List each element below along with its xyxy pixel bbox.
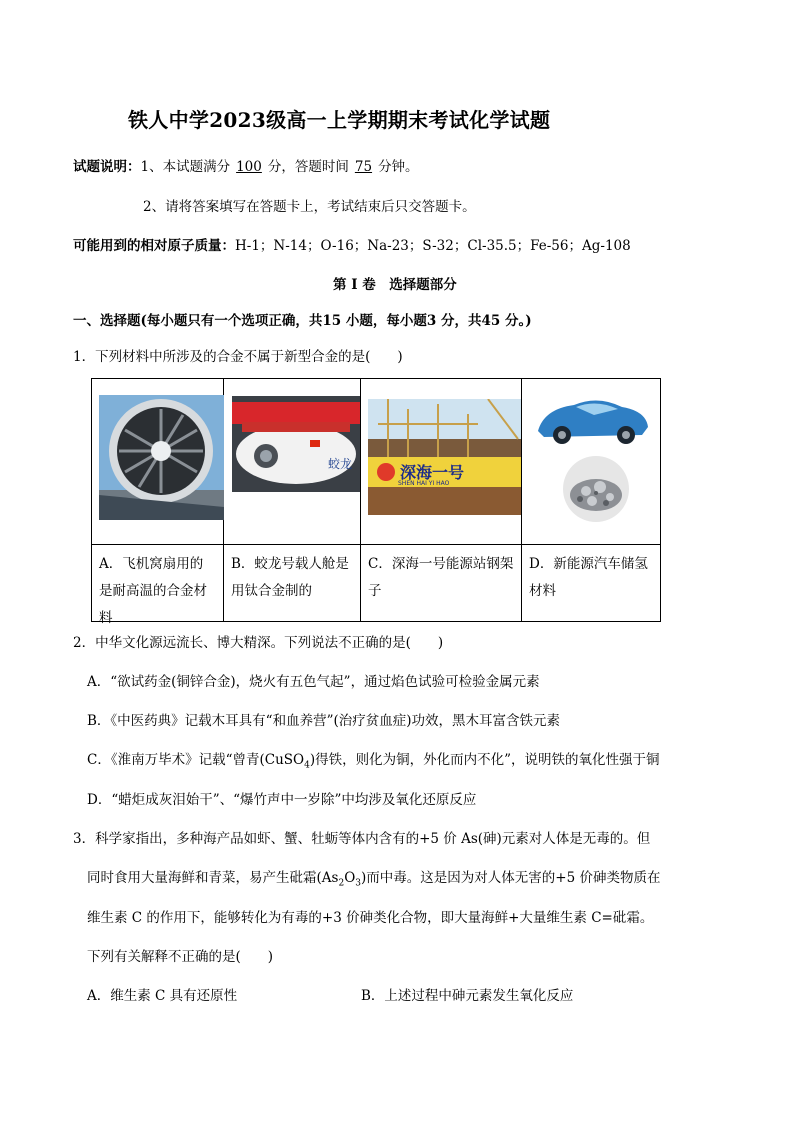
- q3-stem-line-1: 3．科学家指出，多种海产品如虾、蟹、牡蛎等体内含有的+5 价 As(砷)元素对人体是无毒的。但: [73, 831, 651, 847]
- q3-stem-line-3: 维生素 C 的作用下，能够转化为有毒的+3 价砷类化合物，即大量海鲜+大量维生素 C=砒霜。: [87, 910, 654, 926]
- q1-option-d-image-cell: [522, 379, 661, 545]
- q1-option-d-caption: D．新能源汽车储氢材料: [529, 556, 648, 599]
- q3-option-b: B．上述过程中砷元素发生氧化反应: [361, 988, 574, 1004]
- concept-car-photo: [534, 391, 652, 447]
- platform-photo: [368, 399, 521, 515]
- q2-option-c-text-2: )得铁，则化为铜，外化而内不化”，说明铁的氧化性强于铜: [309, 752, 660, 768]
- q1-option-b: [224, 545, 361, 622]
- q3-line-2-text-2: O: [344, 870, 356, 886]
- q3-line-2-subscript-1: 2: [338, 878, 345, 889]
- q1-option-b-caption: B．蛟龙号载人舱是用钛合金制的: [231, 556, 349, 599]
- q1-option-a-image-cell: [92, 379, 224, 545]
- instructions-line-1: [73, 155, 419, 175]
- q1-option-c-image-cell: [361, 379, 522, 545]
- submersible-name: 蛟龙: [328, 457, 353, 471]
- submersible-photo: [232, 396, 360, 492]
- q1-option-c: [361, 545, 522, 622]
- q2-option-a: A．“欲试药金(铜锌合金)，烧火有五色气起”，通过焰色试验可检验金属元素: [87, 674, 540, 690]
- part-heading: 一、选择题(每小题只有一个选项正确，共15 小题，每小题3 分，共45 分。): [73, 313, 532, 329]
- instructions-label: 试题说明：: [73, 159, 141, 175]
- section-title: 第 I 卷 选择题部分: [333, 277, 457, 293]
- instructions-text-2: 分，答题时间: [267, 159, 349, 175]
- exam-title: 铁人中学2023级高一上学期期末考试化学试题: [128, 108, 551, 132]
- q1-option-c-caption: C．深海一号能源站钢架子: [368, 556, 514, 599]
- q2-option-d: D．“蜡炬成灰泪始干”、“爆竹声中一岁除”中均涉及氧化还原反应: [87, 792, 477, 808]
- q3-stem-line-2: [87, 866, 660, 889]
- q2-option-b: B．《中医药典》记载木耳具有“和血养营”(治疗贫血症)功效，黑木耳富含铁元素: [87, 713, 561, 729]
- atomic-masses-label: 可能用到的相对原子质量：: [73, 238, 235, 254]
- q1-option-a-caption: A．飞机窝扇用的是耐高温的合金材料: [99, 556, 207, 626]
- instructions-line-2: 2、请将答案填写在答题卡上，考试结束后只交答题卡。: [143, 199, 476, 215]
- q3-line-2-subscript-2: 3: [355, 878, 361, 889]
- q3-line-2-text-3: )而中毒。这是因为对人体无害的+5 价砷类物质在: [361, 870, 661, 886]
- q2-option-c: [87, 748, 660, 771]
- q1-option-d: [522, 545, 661, 622]
- q1-option-b-image-cell: [224, 379, 361, 545]
- q2-option-c-text-1: C．《淮南万毕术》记载“曾青(CuSO: [87, 752, 305, 768]
- instructions-text-3: 分钟。: [378, 159, 419, 175]
- q2-stem: 2．中华文化源远流长、博大精深。下列说法不正确的是( ): [73, 635, 444, 651]
- atomic-masses-line: [73, 234, 631, 254]
- time-value: 75: [354, 159, 373, 175]
- q1-stem: 1．下列材料中所涉及的合金不属于新型合金的是( ): [73, 349, 403, 365]
- q3-stem-line-4: 下列有关解释不正确的是( ): [87, 949, 274, 965]
- platform-sign-subtext: SHEN HAI YI HAO: [398, 480, 450, 487]
- jet-engine-photo: [99, 395, 224, 520]
- platform-sign-text: 深海一号: [400, 463, 465, 482]
- score-value: 100: [236, 159, 262, 175]
- atomic-masses-values: H-1；N-14；O-16；Na-23；S-32；Cl-35.5；Fe-56；Ag-108: [235, 238, 631, 254]
- q3-line-2-text-1: 同时食用大量海鲜和青菜，易产生砒霜(As: [87, 870, 339, 886]
- instructions-text-1: 1、本试题满分: [140, 159, 231, 175]
- q1-options-table: [91, 378, 661, 626]
- q3-option-a: A．维生素 C 具有还原性: [87, 988, 238, 1004]
- q1-option-a: [92, 545, 224, 626]
- hydrogen-storage-metal-photo: [560, 455, 632, 523]
- q2-option-c-subscript: 4: [304, 760, 310, 771]
